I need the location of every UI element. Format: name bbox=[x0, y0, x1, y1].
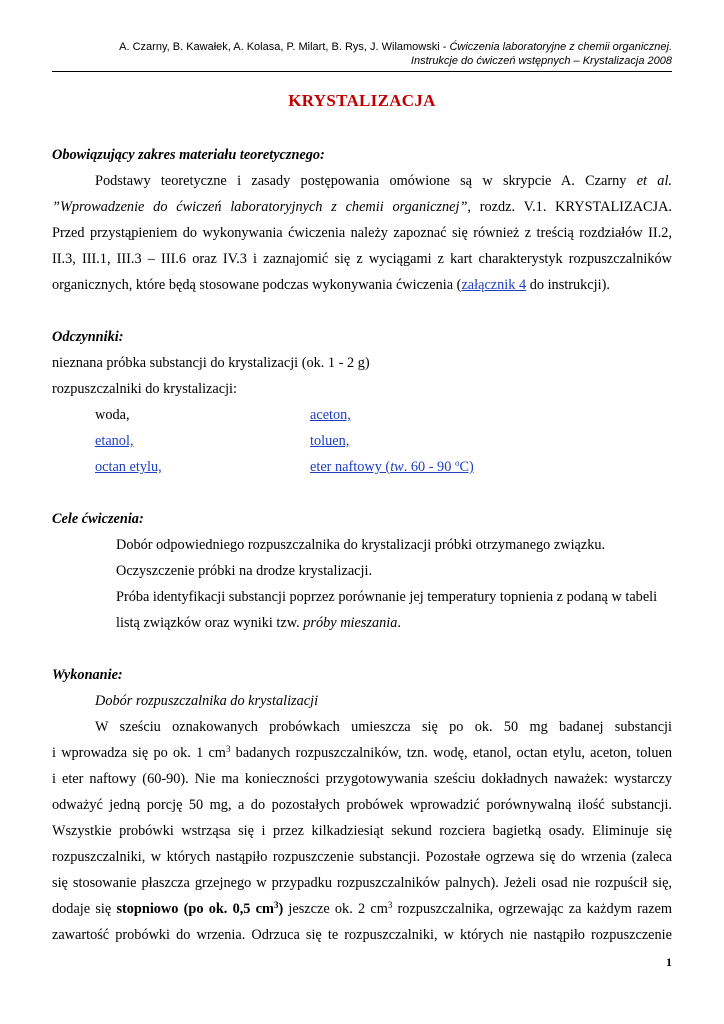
section-heading-execution: Wykonanie: bbox=[52, 667, 123, 683]
page-number: 1 bbox=[666, 955, 672, 969]
solvent-ethanol-link[interactable]: etanol, bbox=[95, 433, 134, 449]
exec-line-9: zawartość probówki do wrzenia. Odrzuca się te rozpuszczalniki, w których nie nastąpiło rozpuszczenie bbox=[52, 927, 672, 943]
solvent-ethyl-acetate-link[interactable]: octan etylu, bbox=[95, 459, 162, 475]
header-line-2: Instrukcje do ćwiczeń wstępnych – Krystalizacja 2008 bbox=[410, 55, 672, 67]
reagent-sample: nieznana próbka substancji do krystalizacji (ok. 1 - 2 g) bbox=[52, 355, 370, 371]
theory-line-4: II.3, III.1, III.3 – III.6 oraz IV.3 i zaznajomić się z wyciągami z kart charakterystyk rozpuszczalników bbox=[52, 251, 672, 267]
exec-line-2: i wprowadza się po ok. 1 $cm^3$ badanych rozpuszczalników, tzn. wodę, etanol, octan etylu, aceton, toluen bbox=[52, 744, 672, 761]
exec-line-6: rozpuszczalniki, w których nastąpiło rozpuszczenie substancji. Pozostałe ogrzewa się do wrzenia (zaleca bbox=[52, 849, 672, 865]
section-heading-reagents: Odczynniki: bbox=[52, 329, 124, 345]
exec-line-5: Wszystkie probówki wstrząsa się i przez kilkadziesiąt sekund rozciera bagietką osady. Eliminuje się bbox=[52, 823, 672, 839]
goal-3-continued: listą związków oraz wyniki tzw. próby mieszania. bbox=[116, 615, 401, 631]
theory-line-5: organicznych, które będą stosowane podczas wykonywania ćwiczenia (załącznik 4 do instrukcji). bbox=[52, 277, 610, 293]
solvent-acetone-link[interactable]: aceton, bbox=[310, 407, 351, 423]
section-heading-theory: Obowiązujący zakres materiału teoretycznego: bbox=[52, 147, 325, 163]
goal-2: Oczyszczenie próbki na drodze krystalizacji. bbox=[116, 563, 373, 579]
header-course-title: Ćwiczenia laboratoryjne z chemii organicznej. bbox=[449, 41, 672, 53]
page-title: KRYSTALIZACJA bbox=[288, 91, 436, 110]
exec-line-3: i eter naftowy (60-90). Nie ma konieczności przygotowywania sześciu dokładnych naważek: wystarczy bbox=[52, 771, 672, 787]
solvent-row-3 bbox=[52, 454, 672, 480]
goal-3: Próba identyfikacji substancji poprzez porównanie jej temperatury topnienia z podaną w tabeli bbox=[116, 589, 658, 605]
running-header bbox=[52, 40, 672, 68]
subsection-solvent-selection: Dobór rozpuszczalnika do krystalizacji bbox=[95, 693, 319, 709]
header-line-1 bbox=[52, 40, 672, 54]
document-body bbox=[52, 142, 672, 948]
exec-line-4: odważyć jedną porcję 50 mg, a do pozostałych probówek wprowadzić porównywalną ilość substancji. bbox=[52, 797, 672, 813]
theory-line-2: ”Wprowadzenie do ćwiczeń laboratoryjnych z chemii organicznej”, rozdz. V.1. KRYSTALIZACJA. bbox=[52, 199, 672, 215]
solvent-toluene-link[interactable]: toluen, bbox=[310, 433, 350, 449]
solvent-row-1 bbox=[52, 402, 672, 428]
theory-line-1: Podstawy teoretyczne i zasady postępowania omówione są w skrypcie A. Czarny et al. bbox=[95, 173, 672, 189]
solvent-row-2 bbox=[52, 428, 672, 454]
appendix-4-link[interactable]: załącznik 4 bbox=[461, 277, 527, 293]
goal-1: Dobór odpowiedniego rozpuszczalnika do krystalizacji próbki otrzymanego związku. bbox=[116, 537, 606, 553]
header-authors: A. Czarny, B. Kawałek, A. Kolasa, P. Milart, B. Rys, J. Wilamowski - bbox=[119, 41, 450, 53]
solvent-petroleum-ether-link[interactable]: eter naftowy (tw. 60 - 90 $^o$C) bbox=[310, 458, 474, 475]
section-heading-goals: Cele ćwiczenia: bbox=[52, 511, 144, 527]
spacer bbox=[52, 636, 672, 662]
spacer bbox=[52, 298, 672, 324]
exec-line-1: W sześciu oznakowanych probówkach umieszcza się po ok. 50 mg badanej substancji bbox=[95, 719, 672, 735]
exec-line-8: dodaje się stopniowo (po ok. 0,5 $cm^3$) jeszcze ok. 2 $cm^3$ rozpuszczalnika, ogrzewając za każdym razem bbox=[52, 900, 672, 917]
solvent-water: woda, bbox=[95, 407, 130, 423]
reagent-solvents-label: rozpuszczalniki do krystalizacji: bbox=[52, 381, 237, 397]
theory-line-3: Przed przystąpieniem do wykonywania ćwiczenia należy zapoznać się również z treścią rozdziałów II.2, bbox=[52, 225, 672, 241]
spacer bbox=[52, 480, 672, 506]
exec-line-7: się stosowanie płaszcza grzejnego w przypadku rozpuszczalników palnych). Jeżeli osad nie rozpuścił się, bbox=[52, 875, 672, 891]
header-divider bbox=[52, 71, 672, 72]
